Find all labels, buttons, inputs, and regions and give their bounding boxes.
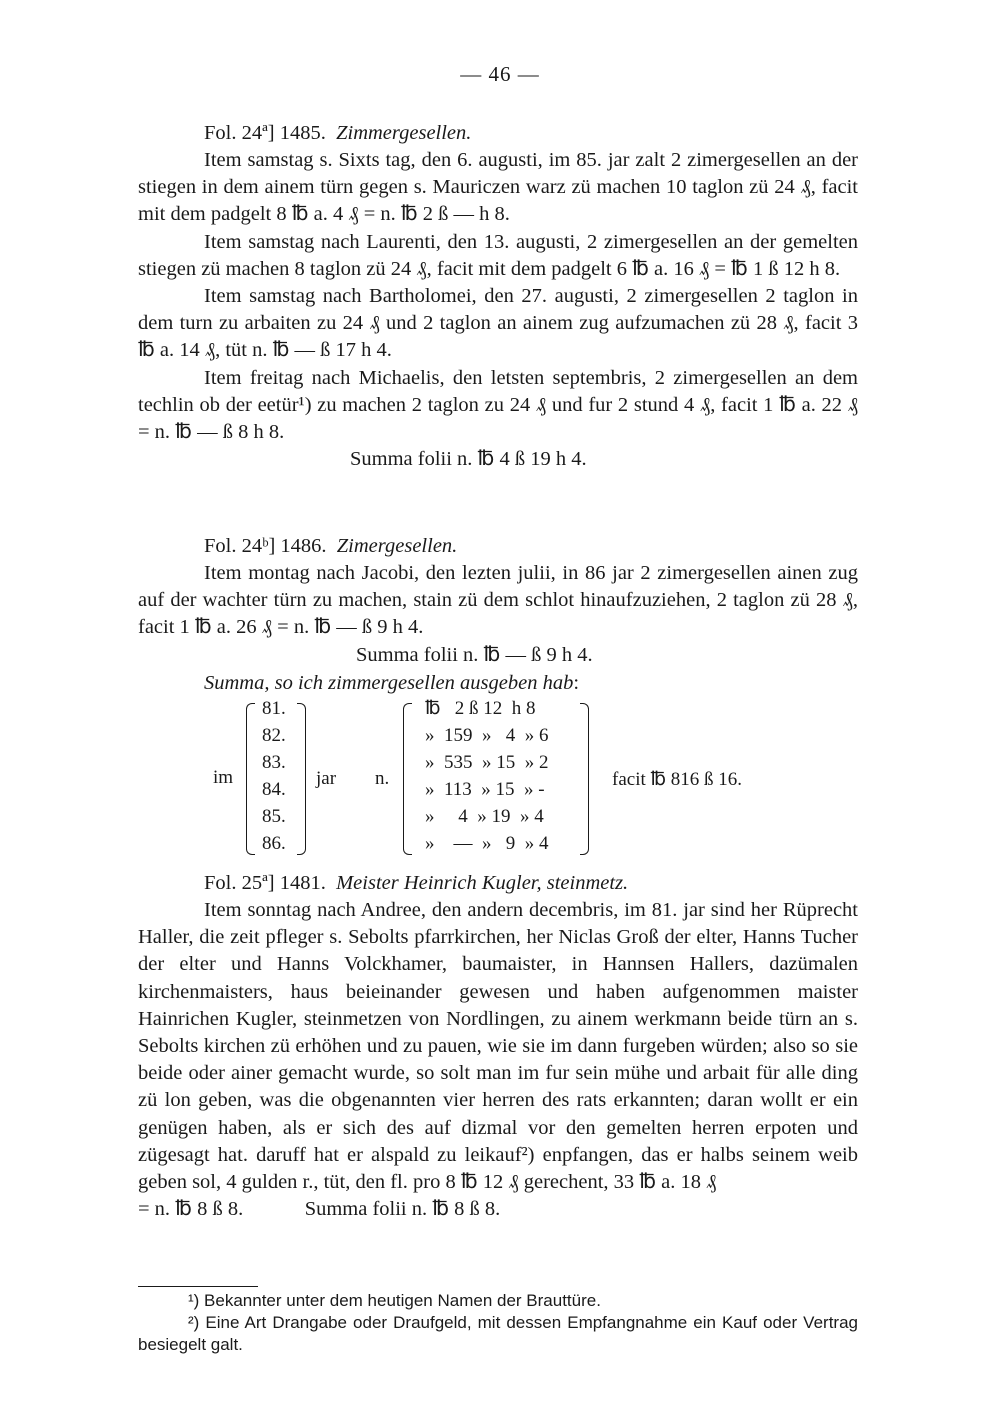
page-number: — 46 — xyxy=(460,62,540,86)
n-label: n. xyxy=(375,768,390,789)
left-bracket xyxy=(246,703,255,855)
amounts-column xyxy=(425,695,549,857)
right-bracket xyxy=(580,703,589,855)
section-title: Meister Heinrich Kugler, steinmetz. xyxy=(336,872,629,894)
jar-label: jar xyxy=(316,768,337,789)
amount-cell: » 4 » 19 » 4 xyxy=(425,806,544,827)
year-cell: 85. xyxy=(262,806,286,827)
amount-cell: » — » 9 » 4 xyxy=(425,833,549,854)
section-heading xyxy=(138,870,858,897)
left-brace-amounts xyxy=(403,703,412,855)
years-column xyxy=(262,695,286,857)
entry-paragraph: Item freitag nach Michaelis, den letsten septembris, 2 zimergesellen an dem techlin ob der eetür¹) zu machen 2 taglon zu 24 ₰ und fur 2 stund 4 ₰, facit 1 ℔ a. 22 ₰ = n. ℔ — ß 8 h 8. xyxy=(138,366,858,444)
footnote-2: ²) Eine Art Drangabe oder Draufgeld, mit dessen Empfangnahme ein Kauf oder Vertrag besiegelt galt. xyxy=(138,1313,858,1354)
year-cell: 84. xyxy=(262,779,286,800)
section-title: Zimmergesellen. xyxy=(336,122,472,144)
footnote-rule xyxy=(138,1286,258,1287)
summary-heading: Summa, so ich zimmergesellen ausgeben hab: xyxy=(204,671,580,694)
year-cell: 81. xyxy=(262,698,286,719)
entry-paragraph: Item samstag s. Sixts tag, den 6. augusti, im 85. jar zalt 2 zimergesellen an der stiegen in dem ainem türn gegen s. Mauriczen warz zü machen 10 taglon zü 24 ₰, facit mit dem padgelt 8 ℔ a. 4 ₰ = n. ℔ 2 ß — h 8. xyxy=(138,149,858,226)
entry-paragraph: Item sonntag nach Andree, den andern decembris, im 81. jar sind her Rüprecht Haller, die zeit pfleger s. Sebolts pfarrkirchen, her Niclas Groß der elter, Hanns Tucher der elter und Hanns Volckhamer, baumaister, in Hannsen Hallers, dazümalen kirchenmaisters, haus beieinander gewesen und haben aufgenommen maister Hainrichen Kugler, steinmetzen von Nordlingen, zu ainem werkmann beide türn an s. Sebolts kirchen zü erhöhen und zu pauen, wie sie im dann furgeben würden; also so sie beide oder ainer gemacht wurde, so solt man im fur sein mühe und arbait für alle ding zü lon geben, was die obgenannten vier herren des rats erkannten; daran wollt er ein genügen haben, als er sich des auf dizmal vor den gemelten herren erpoten und zügesagt hat. daruff hat er alspald zu leikauf²) enpfangen, das er halbs seinem weib geben sol, 4 gulden r., tüt, den fl. pro 8 ℔ 12 ₰ gerechent, 33 ℔ a. 18 ₰ xyxy=(138,899,858,1194)
section-heading xyxy=(138,533,858,560)
year-cell: 82. xyxy=(262,725,286,746)
footnotes xyxy=(138,1290,858,1356)
entry-paragraph: Item montag nach Jacobi, den lezten julii, in 86 jar 2 zimergesellen ainen zug auf der wachter türn zu machen, stain zü dem schlot hinaufzuziehen, 2 taglon zü 28 ₰, facit 1 ℔ a. 26 ₰ = n. ℔ — ß 9 h 4. xyxy=(138,562,858,639)
summa-folii: Summa folii n. ℔ 4 ß 19 h 4. xyxy=(350,448,587,471)
entry-paragraph: Item samstag nach Laurenti, den 13. augusti, 2 zimergesellen an der gemelten stiegen zü machen 8 taglon zü 24 ₰, facit mit dem padgelt 6 ℔ a. 16 ₰ = ℔ 1 ß 12 h 8. xyxy=(138,230,858,280)
right-brace-years xyxy=(297,703,306,855)
amount-cell: ℔ 2 ß 12 h 8 xyxy=(425,698,536,719)
year-cell: 86. xyxy=(262,833,286,854)
folio-reference: Fol. 24ᵇ] 1486. xyxy=(204,535,327,557)
summa-folii: Summa folii n. ℔ — ß 9 h 4. xyxy=(356,643,593,666)
summa-folii: Summa folii n. ℔ 8 ß 8. xyxy=(304,1198,501,1221)
entry-paragraph: Item samstag nach Bartholomei, den 27. augusti, 2 zimergesellen 2 taglon in dem turn zu arbaiten zu 24 ₰ und 2 taglon an ainem zug aufzumachen zü 28 ₰, facit 3 ℔ a. 14 ₰, tüt n. ℔ — ß 17 h 4. xyxy=(138,285,858,362)
year-cell: 83. xyxy=(262,752,286,773)
closing-line: = n. ℔ 8 ß 8. Summa folii n. ℔ 8 ß 8. xyxy=(138,1198,501,1221)
summary-facit: facit ℔ 816 ß 16. xyxy=(612,769,743,790)
amount-cell: » 113 » 15 » - xyxy=(425,779,545,800)
summary-table xyxy=(0,695,1000,865)
footnote-1: ¹) Bekannter unter dem heutigen Namen der Brauttüre. xyxy=(188,1291,601,1310)
section-heading xyxy=(138,120,858,147)
section-zimergesellen-1486 xyxy=(138,533,858,697)
section-zimmergesellen-1485 xyxy=(138,120,858,473)
section-meister-kugler-1481 xyxy=(138,870,858,1223)
folio-reference: Fol. 24ª] 1485. xyxy=(204,122,326,144)
amount-cell: » 159 » 4 » 6 xyxy=(425,725,549,746)
im-label: im xyxy=(213,767,234,788)
amount-cell: » 535 » 15 » 2 xyxy=(425,752,549,773)
folio-reference: Fol. 25ª] 1481. xyxy=(204,872,326,894)
section-title: Zimergesellen. xyxy=(336,535,458,557)
